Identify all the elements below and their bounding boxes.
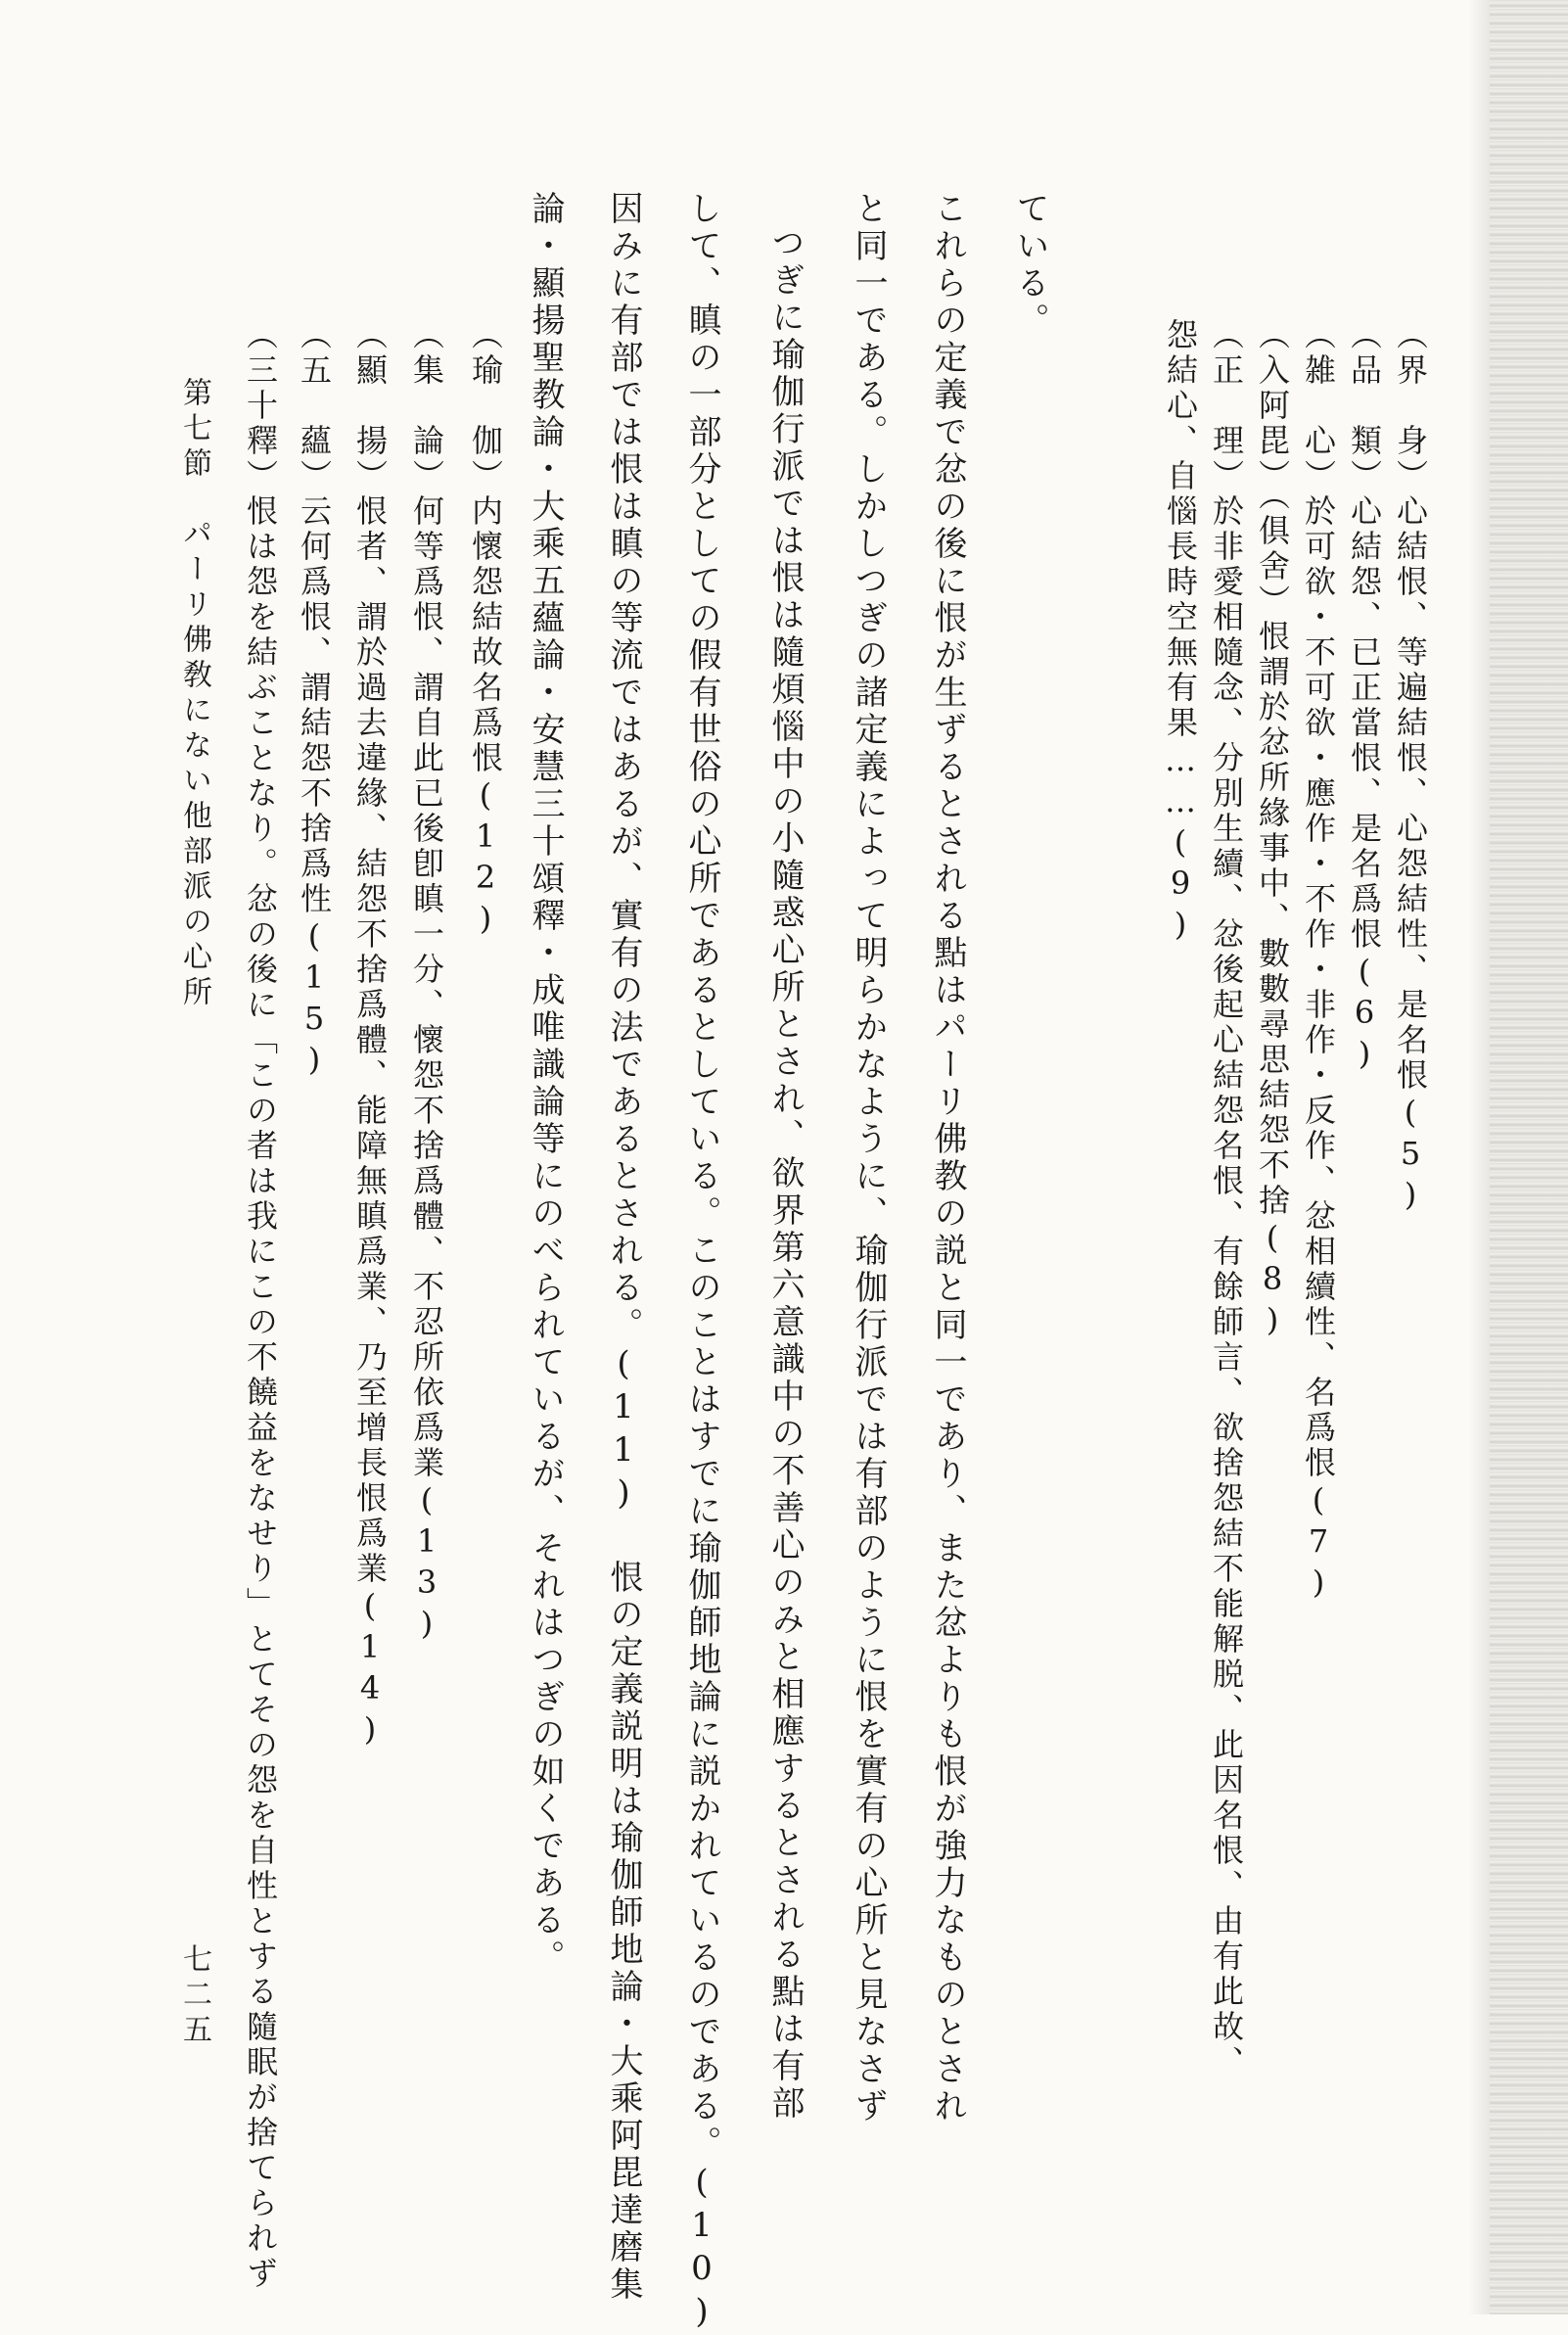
body-line: ている。 [1010,191,1049,340]
quote-line-sanjushaku: （三十釋）恨は怨を結ぶことなり。忿の後に「この者は我にこの不饒益をなせり」とてその怨を自性とする隨眠が捨てられず [242,318,279,2292]
body-line: つぎに瑜伽行派では恨は隨煩惱中の小隨惑心所とされ、欲界第六意識中の不善心のみと相應するとされる點は有部 [765,225,805,2123]
quote-line-kenyou: （顯 揚）恨者、謂於過去違緣、結怨不捨爲體、能障無瞋爲業、乃至增長恨爲業(14) [351,318,389,1751]
quote-line-kaishin: （界 身）心結恨、等遍結恨、心怨結性、是名恨(5) [1392,318,1429,1217]
body-line: 論・顯揚聖教論・大乘五蘊論・安慧三十頌釋・成唯識論等にのべられているが、それはつぎの如くである。 [526,191,565,1977]
quote-line-zoushin: （雑 心）於可欲・不可欲・應作・不作・非作・反作、忿相續性、名爲恨(7) [1300,318,1337,1605]
quote-line-shouri-cont: 怨結心、自惱長時空無有果……(9) [1162,318,1199,947]
page-gutter-shadow [1468,0,1490,2314]
page-number: 七二五 [177,1943,211,2049]
body-line: これらの定義で忿の後に恨が生ずるとされる點はパーリ佛教の説と同一であり、また忿よりも恨が強力なものとされ [928,191,967,2125]
quote-line-honrui: （品 類）心結怨、已正當恨、是名爲恨(6) [1346,318,1383,1076]
quote-line-yuga: （瑜 伽）内懷怨結故名爲恨(12) [467,318,504,941]
running-head: 第七節 パーリ佛敎にない他部派の心所 [177,377,211,1011]
body-line: 因みに有部では恨は瞋の等流ではあるが、實有の法であるとされる。(11) 恨の定義説明は瑜伽師地論・大乘阿毘達磨集 [604,191,643,2304]
quote-line-shouri: （正 理）於非愛相隨念、分別生續、忿後起心結怨名恨、有餘師言、欲捨怨結不能解脱、此因名恨、由有此故、 [1208,318,1245,2080]
quote-line-goun: （五 蘊）云何爲恨、謂結怨不捨爲性(15) [296,318,333,1082]
quote-line-shuron: （集 論）何等爲恨、謂自此已後卽瞋一分、懷怨不捨爲體、不忍所依爲業(13) [408,318,445,1646]
body-line: と同一である。しかしつぎの諸定義によって明らかなように、瑜伽行派では有部のように恨を實有の心所と見なさず [849,191,888,2125]
quote-line-nyuabi-kusha: （入阿毘）（俱舍）恨謂於忿所緣事中、數數尋思結怨不捨(8) [1254,318,1291,1342]
page-edge-shadow [1490,0,1568,2314]
body-line: して、瞋の一部分としての假有世俗の心所であるとしている。このことはすでに瑜伽師地論に説かれているのである。(10) [682,191,721,2335]
